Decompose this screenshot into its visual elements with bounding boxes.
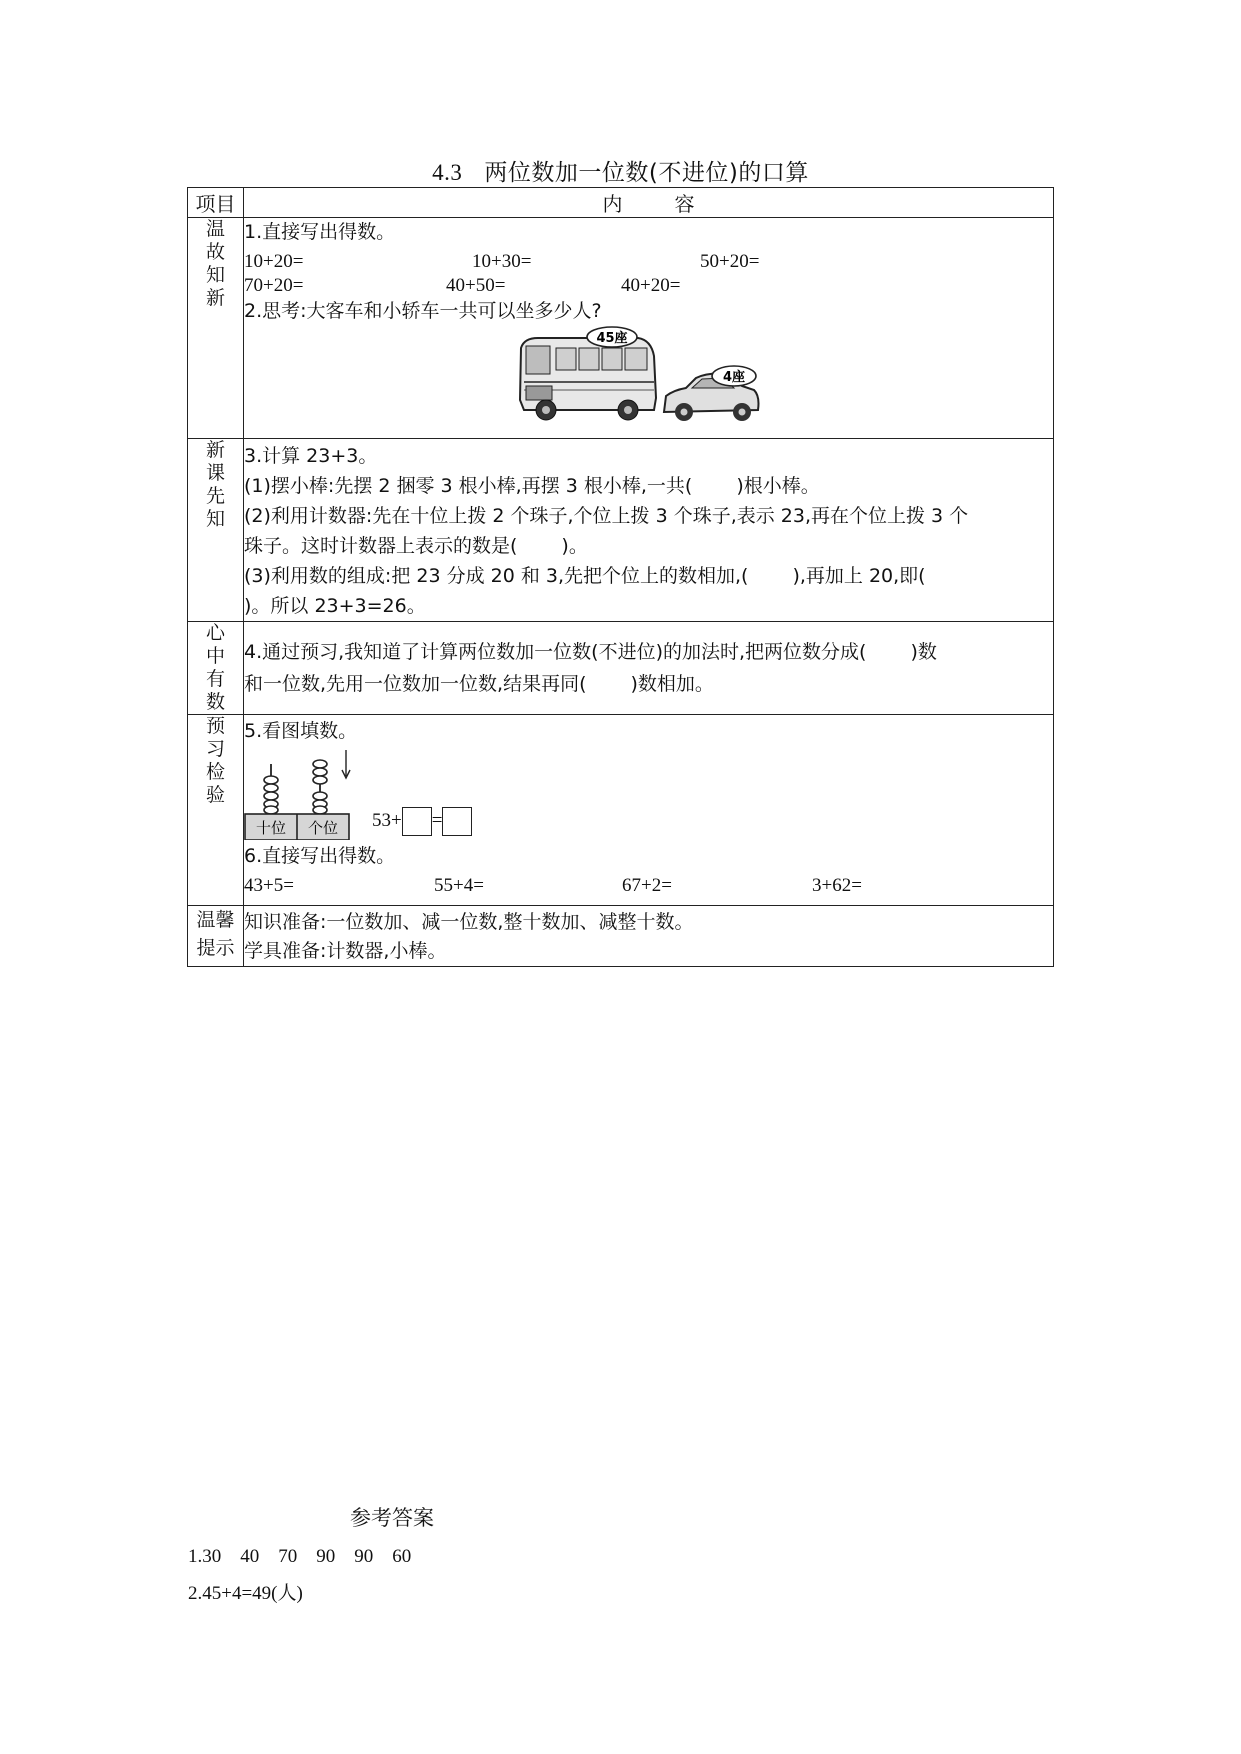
section-mind [188, 622, 1054, 715]
abacus-diagram [244, 748, 354, 840]
q5-title: 5.看图填数。 [244, 720, 358, 742]
abacus-ones-label: 个位 [307, 819, 339, 837]
q3-part3: (3)利用数的组成:把 23 分成 20 和 3,先把个位上的数相加,( ),再加上 20,即( [244, 565, 926, 587]
content-check [244, 715, 1054, 906]
q3-part2-cont: 珠子。这时计数器上表示的数是( )。 [244, 535, 588, 557]
section-preview [188, 439, 1054, 622]
header-item: 项目 [188, 188, 244, 218]
content-tips [244, 906, 1054, 967]
label-review: 温 故 知 新 [188, 218, 244, 439]
bus-seats-label: 45座 [596, 331, 628, 346]
car-seats-label: 4座 [722, 370, 746, 385]
q1-item: 50+20= [700, 251, 760, 272]
section-review [188, 218, 1054, 439]
label-preview: 新 课 先 知 [188, 439, 244, 622]
section-tips [188, 906, 1054, 967]
q6-title: 6.直接写出得数。 [244, 845, 396, 867]
q6-item: 3+62= [812, 875, 862, 896]
label-tips: 温馨 提示 [188, 906, 244, 967]
q6-item: 55+4= [434, 875, 484, 896]
answers-title: 参考答案 [350, 1506, 434, 1530]
q1-item: 40+20= [621, 275, 681, 296]
q4-line2: 和一位数,先用一位数加一位数,结果再同( )数相加。 [244, 673, 714, 695]
q3-part2: (2)利用计数器:先在十位上拨 2 个珠子,个位上拨 3 个珠子,表示 23,再在个位上拨 3 个 [244, 505, 969, 527]
content-preview [244, 439, 1054, 622]
q1-item: 70+20= [244, 275, 304, 296]
title-number: 4.3 [432, 160, 463, 185]
bead [264, 792, 278, 800]
q2-title: 2.思考:大客车和小轿车一共可以坐多少人? [244, 300, 602, 322]
answers-line2: 2.45+4=49(人) [188, 1583, 303, 1604]
q5-expression: 53+ = [372, 806, 472, 836]
answers-line1: 1.30 40 70 90 90 60 [188, 1546, 412, 1567]
bus-image [520, 338, 656, 420]
content-mind [244, 622, 1054, 715]
q4-line1: 4.通过预习,我知道了计算两位数加一位数(不进位)的加法时,把两位数分成( )数 [244, 641, 937, 663]
label-check: 预 习 检 验 [188, 715, 244, 906]
bead [313, 792, 327, 800]
q1-title: 1.直接写出得数。 [244, 221, 396, 243]
bus-seat-bubble [587, 327, 637, 347]
bead [264, 806, 278, 814]
title-text: 两位数加一位数(不进位)的口算 [484, 160, 809, 186]
q1-item: 10+20= [244, 251, 304, 272]
bead [313, 768, 327, 776]
tips-line1: 知识准备:一位数加、减一位数,整十数加、减整十数。 [244, 911, 694, 933]
bus-car-illustration [516, 326, 766, 430]
page-title [0, 154, 1241, 187]
bead [313, 776, 327, 784]
bead [313, 760, 327, 768]
q3-part1: (1)摆小棒:先摆 2 捆零 3 根小棒,再摆 3 根小棒,一共( )根小棒。 [244, 475, 820, 497]
q3-title: 3.计算 23+3。 [244, 445, 378, 467]
lesson-table [187, 187, 1054, 967]
answer-box[interactable] [402, 807, 432, 836]
header-content: 内 容 [244, 188, 1054, 218]
bead [313, 806, 327, 814]
section-check [188, 715, 1054, 906]
q3-part3-cont: )。所以 23+3=26。 [244, 595, 426, 617]
abacus-tens-label: 十位 [255, 819, 287, 837]
content-review [244, 218, 1054, 439]
answer-box[interactable] [442, 807, 472, 836]
tips-line2: 学具准备:计数器,小棒。 [244, 940, 447, 962]
q6-item: 67+2= [622, 875, 672, 896]
table-header-row [188, 188, 1054, 218]
label-mind: 心 中 有 数 [188, 622, 244, 715]
bead [264, 776, 278, 784]
q6-item: 43+5= [244, 875, 294, 896]
bead [264, 784, 278, 792]
car-seat-bubble [712, 366, 756, 386]
q1-item: 40+50= [446, 275, 506, 296]
q1-item: 10+30= [472, 251, 532, 272]
